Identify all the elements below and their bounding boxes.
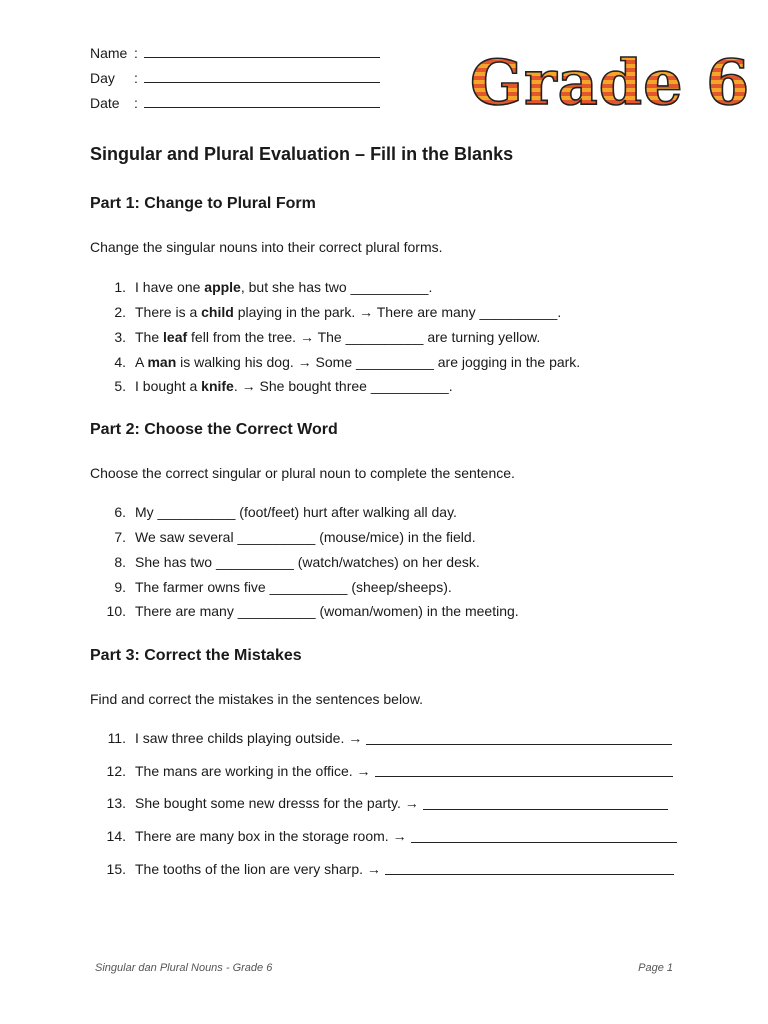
date-colon: : [134, 95, 138, 111]
item-text: She has two __________ (watch/watches) on her desk. [135, 553, 480, 570]
name-row [90, 44, 380, 69]
item-number: 9. [114, 578, 126, 595]
list-item [90, 325, 580, 350]
part1-instruction: Change the singular nouns into their correct plural forms. [90, 239, 443, 255]
answer-line[interactable] [366, 732, 672, 745]
item-text: She bought some new dresss for the party. → [135, 795, 419, 812]
item-number: 3. [114, 328, 126, 345]
list-item [90, 525, 519, 550]
item-number: 4. [114, 353, 126, 370]
answer-line[interactable] [385, 862, 674, 875]
list-item [90, 550, 519, 575]
answer-line[interactable] [411, 830, 677, 843]
item-text: The leaf fell from the tree. → The __________ are turning yellow. [135, 328, 541, 345]
part2-heading: Part 2: Choose the Correct Word [90, 421, 338, 438]
name-label: Name [90, 45, 128, 61]
item-text: The farmer owns five __________ (sheep/sheeps). [135, 578, 452, 595]
part3-heading: Part 3: Correct the Mistakes [90, 647, 302, 664]
list-item [90, 599, 519, 624]
list-item [90, 820, 677, 853]
grade-logo [470, 46, 751, 119]
list-item [90, 349, 580, 374]
item-text: I saw three childs playing outside. → [135, 730, 363, 747]
date-label: Date [90, 95, 120, 111]
date-line[interactable] [144, 94, 380, 108]
item-text: I have one apple, but she has two __________. [135, 279, 433, 296]
part3-instruction: Find and correct the mistakes in the sentences below. [90, 691, 424, 707]
name-colon: : [134, 45, 138, 61]
part2-list [90, 500, 519, 624]
page-title: Singular and Plural Evaluation – Fill in the Blanks [90, 144, 514, 164]
list-item [90, 574, 519, 599]
day-line[interactable] [144, 69, 380, 83]
list-item [90, 722, 677, 755]
day-row [90, 69, 380, 94]
grade-logo-text: Grade 6 [470, 46, 751, 119]
student-info [90, 44, 380, 119]
item-number: 15. [106, 860, 126, 877]
name-line[interactable] [144, 44, 380, 58]
part3-list [90, 722, 677, 885]
item-number: 7. [114, 529, 126, 546]
item-number: 12. [106, 762, 126, 779]
item-text: We saw several __________ (mouse/mice) in the field. [135, 529, 476, 546]
item-number: 14. [106, 828, 126, 845]
date-row [90, 94, 380, 119]
item-number: 8. [114, 553, 126, 570]
answer-line[interactable] [375, 764, 673, 777]
item-text: A man is walking his dog. → Some __________ are jogging in the park. [135, 353, 581, 370]
list-item [90, 374, 580, 399]
part1-heading: Part 1: Change to Plural Form [90, 195, 316, 212]
item-number: 1. [114, 279, 126, 296]
item-text: There are many __________ (woman/women) in the meeting. [135, 603, 519, 620]
part1-list [90, 275, 580, 399]
day-colon: : [134, 70, 138, 86]
list-item [90, 300, 580, 325]
item-text: The tooths of the lion are very sharp. → [135, 860, 381, 877]
part2-instruction: Choose the correct singular or plural noun to complete the sentence. [90, 465, 515, 481]
item-number: 10. [106, 603, 126, 620]
item-number: 13. [106, 795, 126, 812]
list-item [90, 755, 677, 788]
page-number: Page 1 [638, 962, 673, 974]
list-item [90, 500, 519, 525]
footer-title: Singular dan Plural Nouns - Grade 6 [95, 962, 273, 974]
item-text: There are many box in the storage room. → [135, 828, 407, 845]
item-number: 6. [114, 504, 126, 521]
item-text: There is a child playing in the park. → There are many __________. [135, 304, 562, 321]
list-item [90, 852, 677, 885]
list-item [90, 275, 580, 300]
list-item [90, 787, 677, 820]
item-number: 11. [107, 730, 126, 747]
answer-line[interactable] [423, 797, 668, 810]
item-number: 2. [114, 304, 126, 321]
item-number: 5. [114, 378, 126, 395]
day-label: Day [90, 70, 115, 86]
item-text: The mans are working in the office. → [135, 762, 371, 779]
item-text: I bought a knife. → She bought three __________. [135, 378, 453, 395]
item-text: My __________ (foot/feet) hurt after walking all day. [135, 504, 457, 521]
